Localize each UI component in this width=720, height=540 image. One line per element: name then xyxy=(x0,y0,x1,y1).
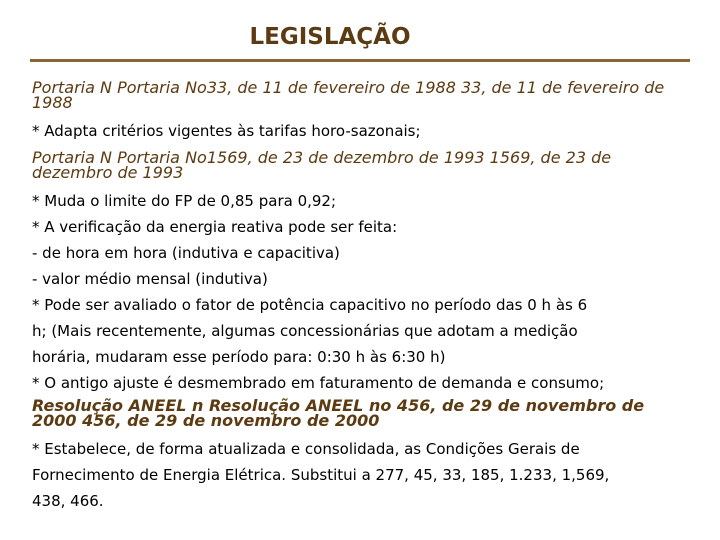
section-portaria-1569 xyxy=(32,150,672,396)
slide-content xyxy=(32,80,672,514)
section-resolucao-456 xyxy=(32,398,672,514)
body-line: - de hora em hora (indutiva e capacitiva) xyxy=(32,244,340,262)
body-line: * Estabelece, de forma atualizada e consolidada, as Condições Gerais de xyxy=(32,440,580,458)
body-line: - valor médio mensal (indutiva) xyxy=(32,270,268,288)
body-line: * Muda o limite do FP de 0,85 para 0,92; xyxy=(32,192,337,210)
body-line: Fornecimento de Energia Elétrica. Substitui a 277, 45, 33, 185, 1.233, 1,569, xyxy=(32,466,610,484)
body-line: * A verificação da energia reativa pode ser feita: xyxy=(32,218,398,236)
slide-title: LEGISLAÇÃO xyxy=(249,24,411,50)
title-divider xyxy=(30,59,690,62)
body-line: * Pode ser avaliado o fator de potência capacitivo no período das 0 h às 6 xyxy=(32,296,588,314)
section-heading: Resolução ANEEL n Resolução ANEEL no 456, de 29 de novembro de 2000 456, de 29 de novembro de 2000 xyxy=(32,396,645,430)
body-line: * O antigo ajuste é desmembrado em faturamento de demanda e consumo; xyxy=(32,374,605,392)
body-line: * Adapta critérios vigentes às tarifas horo-sazonais; xyxy=(32,122,421,140)
section-heading: Portaria N Portaria No1569, de 23 de dezembro de 1993 1569, de 23 de dezembro de 1993 xyxy=(32,148,612,182)
section-portaria-33 xyxy=(32,80,672,144)
body-line: horária, mudaram esse período para: 0:30 h às 6:30 h) xyxy=(32,348,446,366)
section-heading: Portaria N Portaria No33, de 11 de fevereiro de 1988 33, de 11 de fevereiro de 1988 xyxy=(32,78,665,112)
body-line: h; (Mais recentemente, algumas concessionárias que adotam a medição xyxy=(32,322,578,340)
body-line: 438, 466. xyxy=(32,492,104,510)
